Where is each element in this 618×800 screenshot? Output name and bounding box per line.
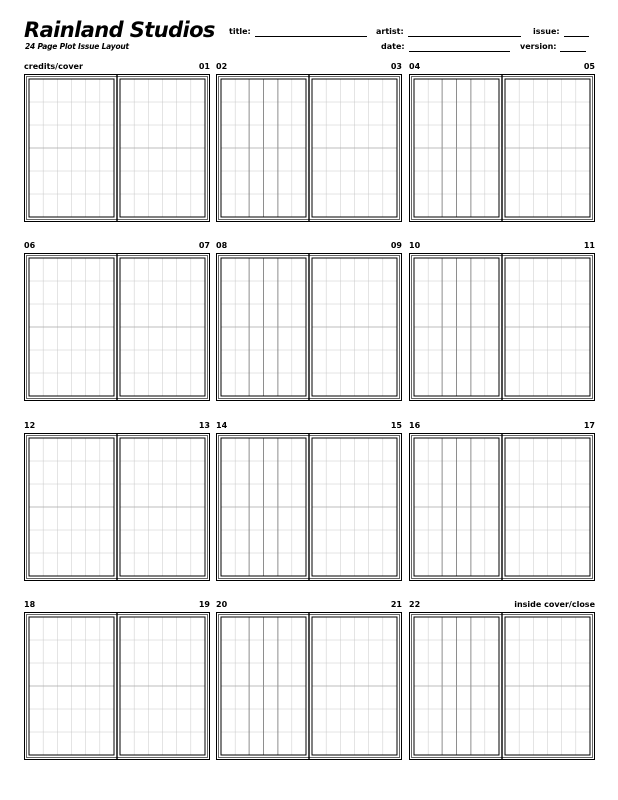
left-page-panel bbox=[221, 438, 306, 576]
page-spread bbox=[24, 433, 210, 581]
issue-line bbox=[564, 28, 589, 37]
left-page-panel bbox=[221, 79, 306, 217]
page-label-left: 12 bbox=[24, 421, 36, 430]
spread-frame bbox=[216, 74, 402, 222]
version-line bbox=[560, 43, 586, 52]
page-spread bbox=[24, 612, 210, 760]
spread-frame bbox=[24, 612, 210, 760]
spread-frame bbox=[24, 253, 210, 401]
right-page-panel bbox=[312, 258, 397, 396]
spread-frame bbox=[216, 253, 402, 401]
page-label-right: 05 bbox=[583, 62, 595, 71]
page-spread bbox=[24, 253, 210, 401]
right-page-panel bbox=[312, 79, 397, 217]
page-label-right: 07 bbox=[198, 241, 210, 250]
page-label-right: 17 bbox=[583, 421, 595, 430]
left-page-panel bbox=[29, 79, 114, 217]
page-label-left: 20 bbox=[216, 600, 228, 609]
left-page-panel bbox=[221, 258, 306, 396]
page-label-left: 16 bbox=[409, 421, 421, 430]
page-label-right: 13 bbox=[198, 421, 210, 430]
spread-frame bbox=[24, 433, 210, 581]
spread-frame bbox=[216, 433, 402, 581]
issue-label: issue: bbox=[533, 27, 560, 36]
artist-label: artist: bbox=[376, 27, 404, 36]
right-page-panel bbox=[505, 438, 590, 576]
date-label: date: bbox=[381, 42, 405, 51]
version-label: version: bbox=[520, 42, 557, 51]
right-page-panel bbox=[120, 258, 205, 396]
left-page-panel bbox=[414, 438, 499, 576]
page-label-right: 19 bbox=[198, 600, 210, 609]
page-spread bbox=[409, 433, 595, 581]
left-page-panel bbox=[414, 79, 499, 217]
artist-field[interactable] bbox=[376, 27, 521, 37]
page-spread bbox=[216, 433, 402, 581]
page-label-left: 10 bbox=[409, 241, 421, 250]
page-label-left: 18 bbox=[24, 600, 36, 609]
spread-frame bbox=[409, 74, 595, 222]
right-page-panel bbox=[312, 438, 397, 576]
right-page-panel bbox=[120, 79, 205, 217]
left-page-panel bbox=[221, 617, 306, 755]
page-label-right: 21 bbox=[390, 600, 402, 609]
left-page-panel bbox=[29, 258, 114, 396]
right-page-panel bbox=[505, 258, 590, 396]
page-label-left: 08 bbox=[216, 241, 228, 250]
right-page-panel bbox=[312, 617, 397, 755]
logo: Rainland Studios bbox=[24, 18, 215, 42]
left-page-panel bbox=[414, 258, 499, 396]
left-page-panel bbox=[29, 438, 114, 576]
left-page-panel bbox=[414, 617, 499, 755]
issue-field[interactable] bbox=[533, 27, 589, 37]
title-line bbox=[255, 28, 367, 37]
page-label-right: inside cover/close bbox=[514, 600, 595, 609]
spread-frame bbox=[409, 433, 595, 581]
spread-frame bbox=[216, 612, 402, 760]
date-field[interactable] bbox=[381, 42, 510, 52]
artist-line bbox=[408, 28, 521, 37]
page-label-left: 22 bbox=[409, 600, 421, 609]
title-label: title: bbox=[229, 27, 251, 36]
right-page-panel bbox=[505, 617, 590, 755]
title-field[interactable] bbox=[229, 27, 367, 37]
page-label-left: credits/cover bbox=[24, 62, 83, 71]
page-spread bbox=[409, 74, 595, 222]
page-label-left: 02 bbox=[216, 62, 228, 71]
page-label-left: 04 bbox=[409, 62, 421, 71]
page-spread bbox=[216, 74, 402, 222]
spread-frame bbox=[409, 253, 595, 401]
spread-frame bbox=[409, 612, 595, 760]
layout-subtitle: 24 Page Plot Issue Layout bbox=[25, 42, 129, 51]
page-spread bbox=[216, 253, 402, 401]
right-page-panel bbox=[120, 438, 205, 576]
page-label-right: 11 bbox=[583, 241, 595, 250]
page-spread bbox=[216, 612, 402, 760]
date-line bbox=[409, 43, 510, 52]
page-spread bbox=[409, 253, 595, 401]
right-page-panel bbox=[505, 79, 590, 217]
left-page-panel bbox=[29, 617, 114, 755]
version-field[interactable] bbox=[520, 42, 586, 52]
page-label-right: 03 bbox=[390, 62, 402, 71]
page-label-left: 14 bbox=[216, 421, 228, 430]
page-label-left: 06 bbox=[24, 241, 36, 250]
page-spread bbox=[24, 74, 210, 222]
page-spread bbox=[409, 612, 595, 760]
spread-frame bbox=[24, 74, 210, 222]
page-label-right: 15 bbox=[390, 421, 402, 430]
page-label-right: 09 bbox=[390, 241, 402, 250]
right-page-panel bbox=[120, 617, 205, 755]
page-label-right: 01 bbox=[198, 62, 210, 71]
